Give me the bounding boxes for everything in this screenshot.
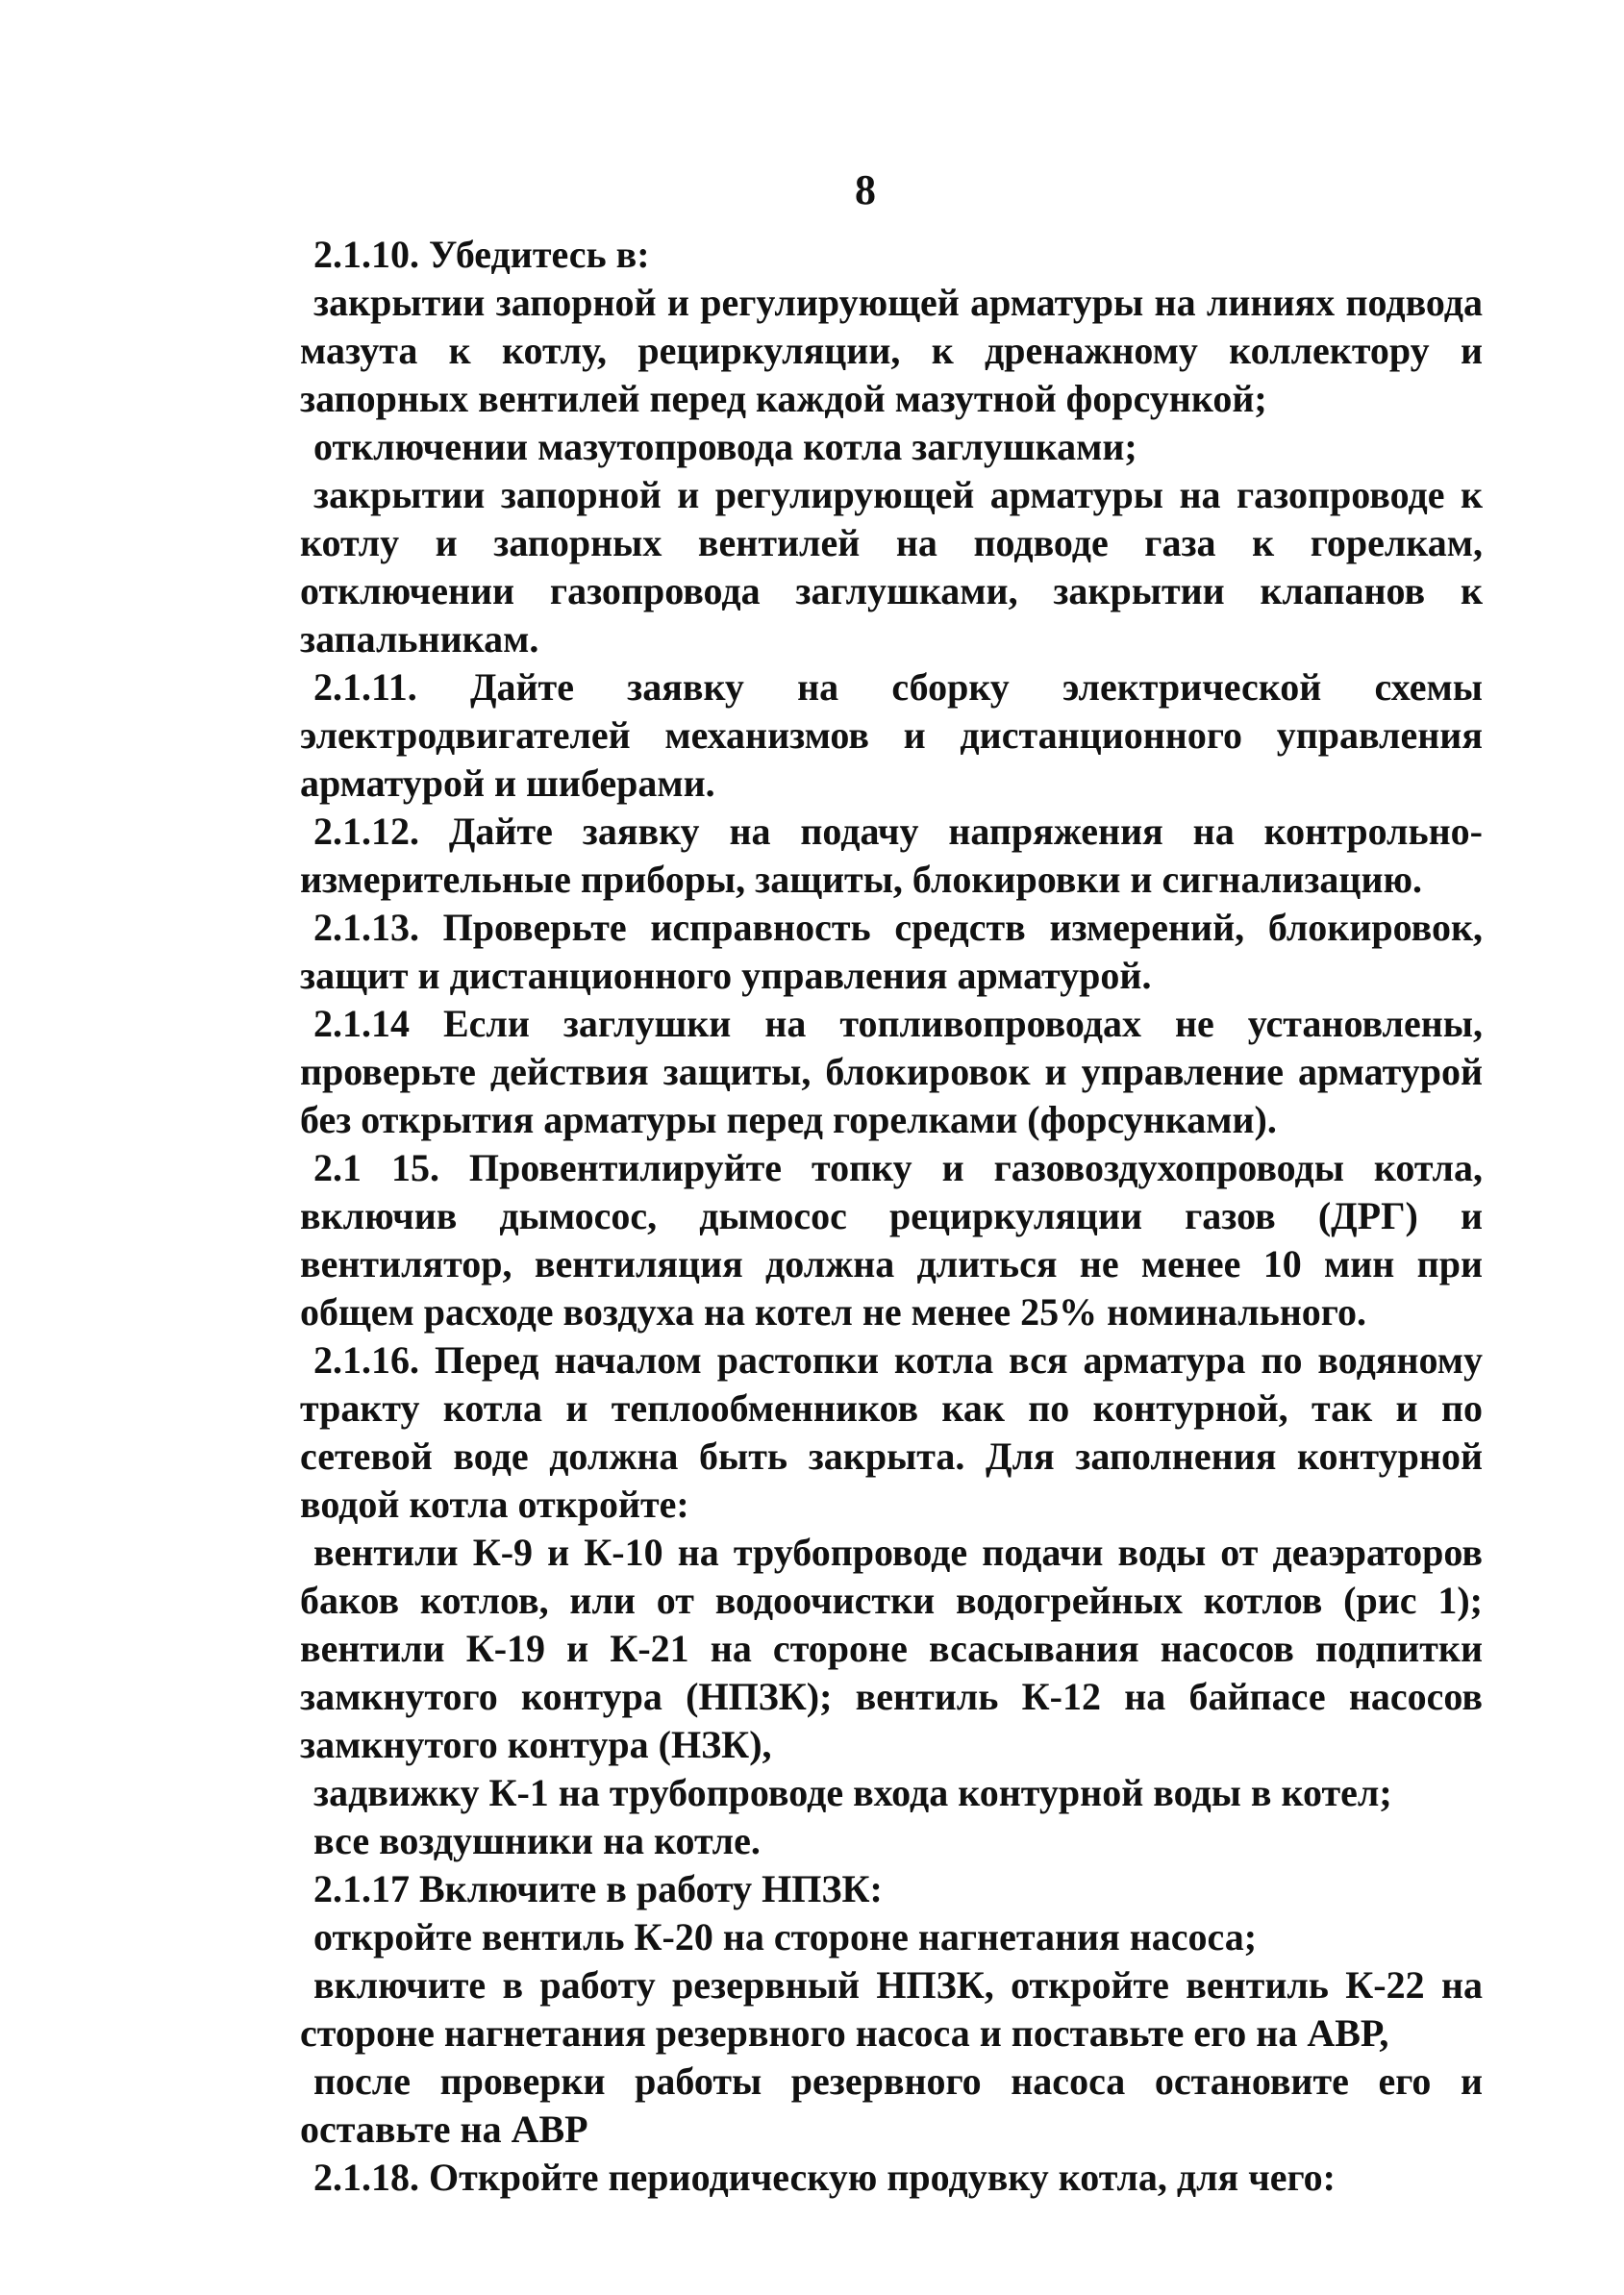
list-paragraph: все воздушники на котле. [313,1819,761,1862]
document-body [300,231,1483,2202]
list-paragraph: включите в работу резервный НПЗК, откройте вентиль К-22 на стороне нагнетания резервного насоса и поставьте его на АВР, [300,1963,1483,2055]
page-number: 8 [855,166,876,213]
section-paragraph: 2.1.11. Дайте заявку на сборку электрической схемы электродвигателей механизмов и дистанционного управления арматурой и шиберами. [300,665,1483,805]
list-paragraph: вентили К-9 и К-10 на трубопроводе подачи воды от деаэраторов баков котлов, или от водоочистки водогрейных котлов (рис 1); вентили К-19 и К-21 на стороне всасывания насосов подпитки замкнутого контура (НПЗК); вентиль К-12 на байпасе насосов замкнутого контура (НЗК), [300,1531,1483,1766]
section-paragraph: 2.1.18. Откройте периодическую продувку котла, для чего: [313,2156,1336,2199]
list-paragraph: задвижку К-1 на трубопроводе входа контурной воды в котел; [313,1771,1392,1814]
section-paragraph: 2.1.12. Дайте заявку на подачу напряжения на контрольно-измерительные приборы, защиты, блокировки и сигнализацию. [300,810,1483,901]
section-paragraph: 2.1.14 Если заглушки на топливопроводах не установлены, проверьте действия защиты, блокировок и управление арматурой без открытия арматуры перед горелками (форсунками). [300,1002,1483,1141]
list-paragraph: отключении мазутопровода котла заглушками; [313,425,1137,468]
list-paragraph: закрытии запорной и регулирующей арматуры на линиях подвода мазута к котлу, рециркуляции, к дренажному коллектору и запорных вентилей перед каждой мазутной форсункой; [300,281,1483,420]
list-paragraph: после проверки работы резервного насоса остановите его и оставьте на АВР [300,2059,1483,2151]
section-paragraph: 2.1.17 Включите в работу НПЗК: [313,1867,883,1910]
section-paragraph: 2.1 15. Провентилируйте топку и газовоздухопроводы котла, включив дымосос, дымосос рециркуляции газов (ДРГ) и вентилятор, вентиляция должна длиться не менее 10 мин при общем расходе воздуха на котел не менее 25% номинального. [300,1146,1483,1334]
list-paragraph: откройте вентиль К-20 на стороне нагнетания насоса; [313,1915,1258,1958]
list-paragraph: закрытии запорной и регулирующей арматуры на газопроводе к котлу и запорных вентилей на подводе газа к горелкам, отключении газопровода заглушками, закрытии клапанов к запальникам. [300,473,1483,661]
section-paragraph: 2.1.16. Перед началом растопки котла вся арматура по водяному тракту котла и теплообменников как по контурной, так и по сетевой воде должна быть закрыта. Для заполнения контурной водой котла откройте: [300,1338,1483,1526]
section-paragraph: 2.1.13. Проверьте исправность средств измерений, блокировок, защит и дистанционного управления арматурой. [300,906,1483,997]
section-paragraph: 2.1.10. Убедитесь в: [313,233,650,276]
